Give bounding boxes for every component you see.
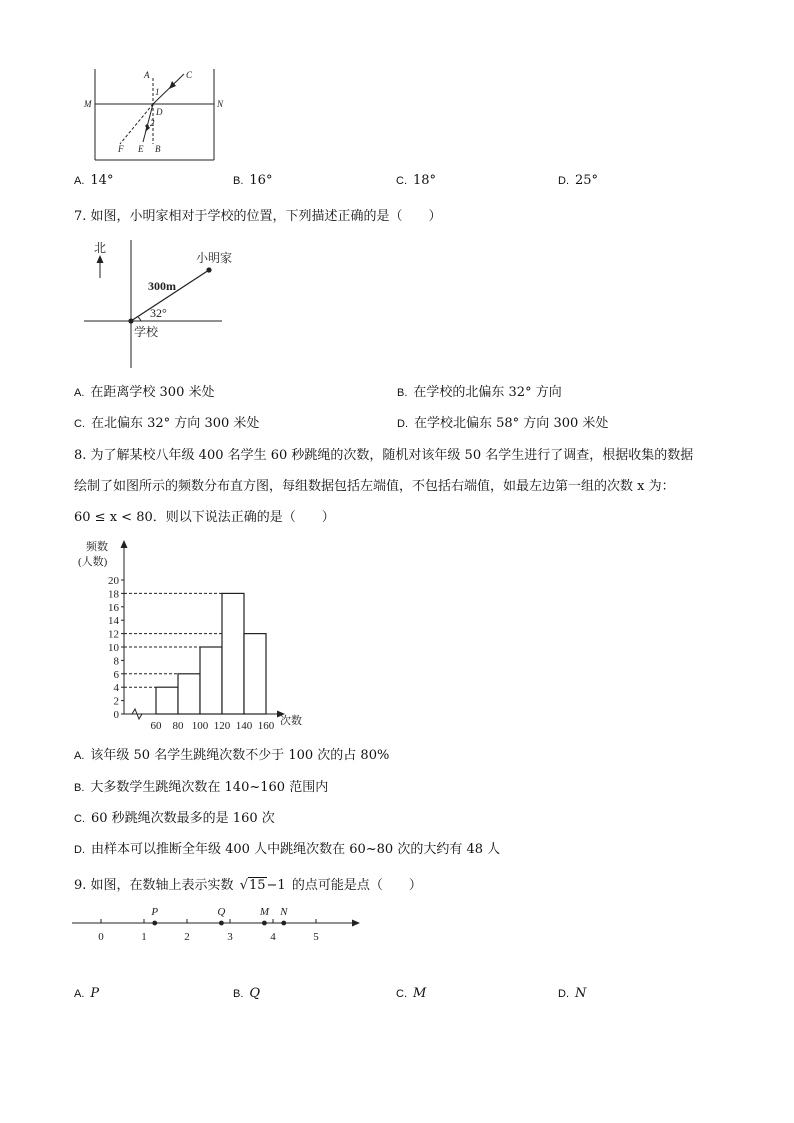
histogram-bar [244, 634, 266, 714]
q9-option-c[interactable]: C. M [396, 986, 427, 1001]
q9-option-a[interactable]: A. P [74, 986, 100, 1001]
q9-stem: 9. 如图，在数轴上表示实数 √15−1 的点可能是点（ ） [74, 878, 422, 893]
q6-option-c[interactable]: C. 18° [396, 173, 437, 188]
y-axis-arrow-icon [121, 540, 128, 548]
q9-option-d[interactable]: D. N [558, 986, 587, 1001]
distance-label: 300m [148, 279, 176, 293]
y-tick-label: 14 [108, 615, 119, 628]
y-tick-label: 20 [108, 575, 119, 587]
label-angle-2: 2 [150, 118, 155, 128]
number-line-point-q [219, 921, 224, 926]
q8-option-a[interactable]: A. 该年级 50 名学生跳绳次数不少于 100 次的占 80% [74, 748, 390, 763]
y-tick-label: 12 [108, 628, 119, 641]
y-axis-label-line1: 频数 [86, 541, 108, 553]
q6-option-b[interactable]: B. 16° [233, 173, 273, 188]
label-m: M [84, 99, 92, 109]
y-tick-label: 18 [108, 588, 119, 601]
q8-option-d[interactable]: D. 由样本可以推断全年级 400 人中跳绳次数在 60~80 次的大约有 48 人 [74, 842, 501, 857]
label-angle-1: 1 [155, 87, 160, 97]
q8-option-c[interactable]: C. 60 秒跳绳次数最多的是 160 次 [74, 811, 275, 826]
number-line-point-m [262, 921, 267, 926]
minus-one: −1 [266, 878, 286, 893]
y-tick-label: 16 [108, 601, 119, 614]
direction-figure [84, 238, 244, 370]
histogram-bar [200, 647, 222, 714]
y-tick-label: 8 [113, 655, 119, 668]
q6-option-d[interactable]: D. 25° [558, 173, 599, 188]
q8-stem-line3: 60 ≤ x < 80．则以下说法正确的是（ ） [74, 510, 335, 525]
radical-sign-icon: √ [239, 878, 248, 893]
x-tick-label: 60 [150, 720, 162, 732]
number-line [70, 898, 370, 948]
label-n: N [217, 99, 224, 109]
number-line-tick-label: 3 [227, 931, 233, 943]
label-a: A [144, 70, 150, 80]
q6-option-a[interactable]: A. 14° [74, 173, 114, 188]
number-line-tick-label: 2 [184, 931, 190, 943]
histogram-bar [222, 593, 244, 714]
q8-stem-line2: 绘制了如图所示的频数分布直方图，每组数据包括左端值，不包括右端值，如最左边第一组的次数 x 为： [74, 479, 675, 494]
frequency-histogram [74, 534, 324, 734]
angle-label: 32° [150, 306, 167, 320]
q8-option-b[interactable]: B. 大多数学生跳绳次数在 140~160 范围内 [74, 780, 329, 795]
y-tick-label: 6 [113, 668, 119, 681]
home-dot [206, 267, 211, 272]
radicand: 15 [248, 878, 266, 893]
x-tick-label: 100 [191, 720, 209, 732]
point-dot [145, 124, 148, 127]
label-c: C [186, 70, 193, 80]
y-tick-label: 2 [113, 695, 119, 708]
north-arrow-icon [97, 255, 104, 263]
school-label: 学校 [134, 325, 159, 339]
north-label: 北 [94, 241, 107, 255]
histogram-bar [178, 674, 200, 714]
number-line-point-n [281, 921, 286, 926]
y-tick-label: 10 [108, 642, 119, 654]
number-line-point-p [152, 921, 157, 926]
number-line-point-label: P [151, 906, 159, 918]
q7-option-b[interactable]: B. 在学校的北偏东 32° 方向 [397, 385, 562, 400]
number-line-point-label: M [259, 906, 269, 918]
histogram-bar [156, 687, 178, 714]
y-tick-label: 0 [113, 709, 119, 721]
q7-option-a[interactable]: A. 在距离学校 300 米处 [74, 385, 215, 400]
angle-arc [138, 317, 141, 321]
school-dot [128, 318, 133, 323]
number-line-point-label: N [280, 906, 288, 918]
q7-option-c[interactable]: C. 在北偏东 32° 方向 300 米处 [74, 416, 260, 431]
q9-option-b[interactable]: B. Q [233, 986, 261, 1001]
x-axis-label: 次数 [280, 715, 302, 727]
sqrt-expression [240, 878, 286, 893]
x-tick-label: 160 [257, 720, 275, 732]
refraction-figure [76, 64, 226, 164]
label-f: F [118, 144, 124, 154]
number-line-tick-label: 4 [270, 931, 276, 943]
label-d: D [156, 107, 163, 117]
label-b: B [155, 144, 161, 154]
home-direction-line [131, 270, 209, 321]
x-tick-label: 140 [235, 720, 253, 732]
q7-stem: 7. 如图，小明家相对于学校的位置，下列描述正确的是（ ） [74, 209, 442, 224]
home-label: 小明家 [196, 251, 233, 265]
number-line-point-label: Q [217, 906, 226, 918]
x-tick-label: 80 [172, 720, 184, 732]
number-line-arrow-icon [352, 920, 360, 927]
label-e: E [138, 144, 144, 154]
q7-option-d[interactable]: D. 在学校北偏东 58° 方向 300 米处 [397, 416, 609, 431]
q8-stem-line1: 8. 为了解某校八年级 400 名学生 60 秒跳绳的次数，随机对该年级 50 名学生进行了调查，根据收集的数据 [74, 448, 694, 463]
number-line-tick-label: 5 [313, 931, 319, 943]
y-axis-label-line2: (人数) [78, 556, 108, 568]
x-tick-label: 120 [213, 720, 231, 732]
number-line-tick-label: 0 [98, 931, 104, 943]
y-tick-label: 4 [113, 682, 119, 695]
number-line-tick-label: 1 [141, 931, 147, 943]
